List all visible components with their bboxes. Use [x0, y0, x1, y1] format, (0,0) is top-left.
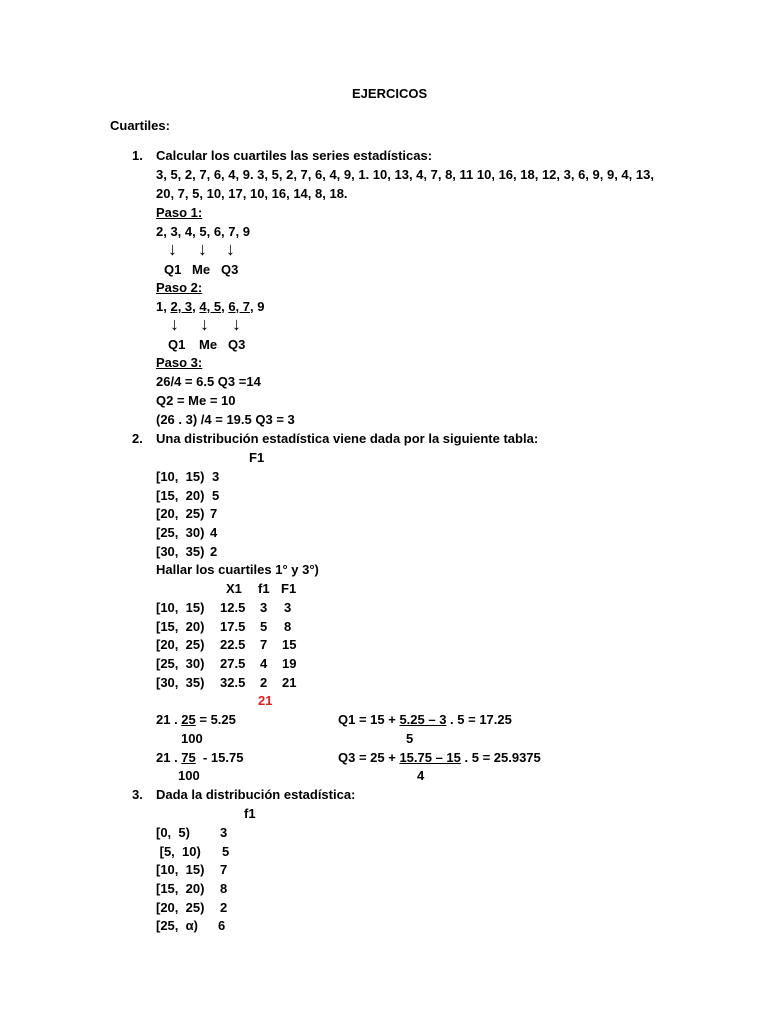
- table3-row-interval: [25, α): [156, 918, 198, 933]
- table1-row-interval: [10, 15): [156, 469, 205, 484]
- ex1-paso2-q1: Q1: [168, 337, 186, 352]
- table2-row-F: 8: [284, 619, 292, 634]
- page-title: EJERCICOS: [352, 86, 428, 101]
- table1-row-value: 3: [212, 469, 220, 484]
- table3-row-interval: [5, 10): [156, 844, 201, 859]
- ex1-paso2-label: Paso 2:: [156, 280, 203, 295]
- table2-row-F: 21: [282, 675, 297, 690]
- ex3-number: 3.: [132, 787, 143, 802]
- calc2-denominator: 100: [178, 768, 200, 783]
- down-arrow-icon: ↓: [170, 314, 179, 334]
- table1-row-value: 5: [212, 488, 220, 503]
- table3-row-interval: [15, 20): [156, 881, 205, 896]
- table1-row-value: 7: [210, 506, 218, 521]
- table3-row-value: 5: [222, 844, 230, 859]
- down-arrow-icon: ↓: [232, 314, 241, 334]
- ex3-heading: Dada la distribución estadística:: [156, 787, 356, 802]
- table2-row-x: 32.5: [220, 675, 246, 690]
- ex1-paso2-q3: Q3: [228, 337, 246, 352]
- ex1-heading: Calcular los cuartiles las series estadísticas:: [156, 148, 433, 163]
- ex1-paso1-label: Paso 1:: [156, 205, 203, 220]
- table2-row-F: 3: [284, 600, 292, 615]
- ex1-series-line1: 3, 5, 2, 7, 6, 4, 9. 3, 5, 2, 7, 6, 4, 9, 1. 10, 13, 4, 7, 8, 11 10, 16, 18, 12, 3, 6, 9, 9, 4, 13,: [156, 167, 654, 182]
- q3-denominator: 4: [417, 768, 425, 783]
- table1-row-interval: [20, 25): [156, 506, 205, 521]
- down-arrow-icon: ↓: [200, 314, 209, 334]
- table2-row-x: 17.5: [220, 619, 246, 634]
- table2-row-f: 5: [260, 619, 268, 634]
- ex1-paso3-label: Paso 3:: [156, 355, 203, 370]
- ex2-number: 2.: [132, 431, 143, 446]
- table1-row-interval: [15, 20): [156, 488, 205, 503]
- table2-header-x: X1: [226, 581, 242, 596]
- table1-row-interval: [25, 30): [156, 525, 205, 540]
- ex1-paso2-me: Me: [199, 337, 218, 352]
- table2-row-interval: [10, 15): [156, 600, 205, 615]
- ex1-paso3-line3: (26 . 3) /4 = 19.5 Q3 = 3: [156, 412, 295, 427]
- table3-header: f1: [244, 806, 256, 821]
- ex1-series-line2: 20, 7, 5, 10, 17, 10, 16, 14, 8, 18.: [156, 186, 348, 201]
- ex1-number: 1.: [132, 148, 143, 163]
- ex1-paso1-me: Me: [192, 262, 211, 277]
- table2-row-interval: [15, 20): [156, 619, 205, 634]
- table3-row-interval: [0, 5): [156, 825, 190, 840]
- table2-row-x: 12.5: [220, 600, 246, 615]
- table2-row-f: 3: [260, 600, 268, 615]
- table2-total: 21: [258, 693, 273, 708]
- table2-row-F: 19: [282, 656, 297, 671]
- table1-header: F1: [249, 450, 265, 465]
- table2-row-x: 22.5: [220, 637, 246, 652]
- table2-row-interval: [25, 30): [156, 656, 205, 671]
- table3-row-interval: [10, 15): [156, 862, 205, 877]
- ex1-paso3-line1: 26/4 = 6.5 Q3 =14: [156, 374, 261, 389]
- calc1-denominator: 100: [181, 731, 203, 746]
- table3-row-value: 6: [218, 918, 226, 933]
- ex1-paso3-line2: Q2 = Me = 10: [156, 393, 236, 408]
- table2-header-f: f1: [258, 581, 270, 596]
- table1-row-value: 2: [210, 544, 218, 559]
- calc2-expression: 21 . 75 - 15.75: [156, 750, 244, 765]
- down-arrow-icon: ↓: [198, 239, 207, 259]
- table3-row-value: 3: [220, 825, 228, 840]
- table3-row-value: 7: [220, 862, 228, 877]
- table2-row-x: 27.5: [220, 656, 246, 671]
- ex1-paso1-q1: Q1: [164, 262, 182, 277]
- ex1-paso2-sequence: 1, 2, 3, 4, 5, 6, 7, 9: [156, 299, 265, 314]
- table2-row-interval: [20, 25): [156, 637, 205, 652]
- table2-row-f: 7: [260, 637, 268, 652]
- table2-row-f: 4: [260, 656, 268, 671]
- down-arrow-icon: ↓: [168, 239, 177, 259]
- calc1-expression: 21 . 25 = 5.25: [156, 712, 236, 727]
- table2-row-interval: [30, 35): [156, 675, 205, 690]
- table1-row-interval: [30, 35): [156, 544, 205, 559]
- ex1-paso1-q3: Q3: [221, 262, 239, 277]
- q3-formula: Q3 = 25 + 15.75 – 15 . 5 = 25.9375: [338, 750, 541, 765]
- table3-row-value: 8: [220, 881, 228, 896]
- table3-row-value: 2: [220, 900, 228, 915]
- table2-row-f: 2: [260, 675, 268, 690]
- ex2-heading: Una distribución estadística viene dada por la siguiente tabla:: [156, 431, 539, 446]
- table3-row-interval: [20, 25): [156, 900, 205, 915]
- section-heading: Cuartiles:: [110, 118, 170, 133]
- ex2-prompt: Hallar los cuartiles 1° y 3°): [156, 562, 319, 577]
- q1-denominator: 5: [406, 731, 414, 746]
- table2-header-F: F1: [281, 581, 297, 596]
- table2-row-F: 15: [282, 637, 297, 652]
- down-arrow-icon: ↓: [226, 239, 235, 259]
- q1-formula: Q1 = 15 + 5.25 – 3 . 5 = 17.25: [338, 712, 512, 727]
- ex1-paso1-sequence: 2, 3, 4, 5, 6, 7, 9: [156, 224, 250, 239]
- table1-row-value: 4: [210, 525, 218, 540]
